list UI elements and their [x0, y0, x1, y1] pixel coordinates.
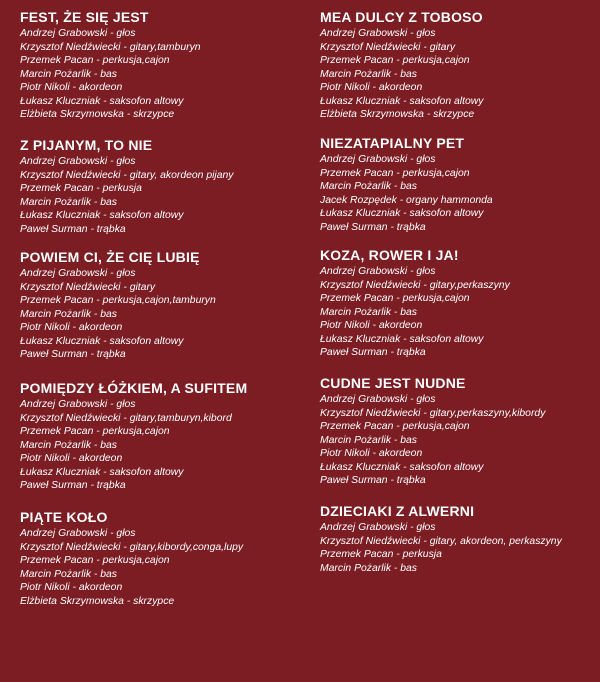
musician-line: Andrzej Grabowski - głos — [20, 268, 136, 279]
musician-line: Łukasz Kluczniak - saksofon altowy — [20, 466, 184, 478]
musician-line: Krzysztof Niedźwiecki - gitary, akordeon, perkaszyny — [320, 535, 562, 547]
musician-line: Andrzej Grabowski - głos — [320, 266, 436, 277]
musician-line: Krzysztof Niedźwiecki - gitary — [320, 41, 456, 53]
musician-line: Krzysztof Niedźwiecki - gitary,perkaszyny,kibordy — [320, 407, 546, 419]
musician-line: Marcin Pożarlik - bas — [320, 434, 418, 446]
musician-line: Marcin Pożarlik - bas — [320, 562, 418, 574]
musician-line: Paweł Surman - trąbka — [20, 480, 126, 491]
song-title: POMIĘDZY ŁÓŻKIEM, A SUFITEM — [20, 380, 248, 396]
musician-line: Krzysztof Niedźwiecki - gitary,tamburyn,kibord — [20, 412, 232, 424]
musician-line: Paweł Surman - trąbka — [320, 475, 426, 486]
musician-line: Piotr Nikoli - akordeon — [20, 582, 123, 593]
song-block — [320, 247, 510, 360]
musician-line: Marcin Pożarlik - bas — [20, 196, 118, 208]
musician-line: Piotr Nikoli - akordeon — [20, 82, 123, 93]
song-title: NIEZATAPIALNY PET — [320, 135, 465, 151]
song-block — [20, 9, 201, 122]
musician-line: Marcin Pożarlik - bas — [320, 306, 418, 318]
song-block — [20, 249, 216, 362]
musician-line: Andrzej Grabowski - głos — [320, 394, 436, 405]
musician-line: Łukasz Kluczniak - saksofon altowy — [20, 335, 184, 347]
musician-line: Elżbieta Skrzymowska - skrzypce — [20, 595, 175, 607]
musician-line: Paweł Surman - trąbka — [320, 221, 426, 233]
song-block — [320, 9, 483, 122]
musician-line: Przemek Pacan - perkusja — [320, 549, 442, 560]
musician-line: Łukasz Kluczniak - saksofon altowy — [320, 208, 484, 219]
musician-line: Przemek Pacan - perkusja,cajon — [20, 426, 170, 437]
musician-line: Marcin Pożarlik - bas — [20, 439, 118, 451]
musician-line: Marcin Pożarlik - bas — [20, 568, 118, 580]
song-title: POWIEM CI, ŻE CIĘ LUBIĘ — [20, 249, 200, 265]
musician-line: Łukasz Kluczniak - saksofon altowy — [320, 461, 484, 473]
song-title: Z PIJANYM, TO NIE — [20, 137, 153, 153]
musician-line: Łukasz Kluczniak - saksofon altowy — [320, 95, 484, 107]
song-block — [320, 375, 545, 488]
musician-line: Krzysztof Niedźwiecki - gitary — [20, 281, 156, 293]
musician-line: Elżbieta Skrzymowska - skrzypce — [320, 109, 475, 120]
musician-line: Przemek Pacan - perkusja,cajon — [320, 421, 470, 432]
musician-line: Elżbieta Skrzymowska - skrzypce — [20, 109, 175, 120]
song-block — [20, 137, 233, 236]
song-title: CUDNE JEST NUDNE — [320, 375, 466, 391]
song-title: PIĄTE KOŁO — [20, 509, 108, 525]
musician-line: Przemek Pacan - perkusja — [20, 183, 142, 194]
musician-line: Andrzej Grabowski - głos — [20, 28, 136, 39]
song-title: KOZA, ROWER I JA! — [320, 247, 459, 263]
musician-line: Przemek Pacan - perkusja,cajon — [320, 167, 470, 179]
musician-line: Przemek Pacan - perkusja,cajon — [20, 555, 170, 566]
musician-line: Krzysztof Niedźwiecki - gitary,perkaszyny — [320, 279, 510, 291]
song-title: MEA DULCY Z TOBOSO — [320, 9, 483, 25]
song-block — [320, 503, 562, 575]
musician-line: Marcin Pożarlik - bas — [320, 181, 418, 192]
musician-line: Łukasz Kluczniak - saksofon altowy — [20, 95, 184, 107]
musician-line: Marcin Pożarlik - bas — [20, 68, 118, 80]
musician-line: Marcin Pożarlik - bas — [20, 308, 118, 320]
musician-line: Piotr Nikoli - akordeon — [320, 320, 423, 331]
musician-line: Przemek Pacan - perkusja,cajon — [320, 293, 470, 304]
musician-line: Piotr Nikoli - akordeon — [20, 322, 123, 333]
musician-line: Łukasz Kluczniak - saksofon altowy — [320, 333, 484, 345]
musician-line: Paweł Surman - trąbka — [320, 347, 426, 358]
song-block — [320, 135, 493, 234]
musician-line: Krzysztof Niedźwiecki - gitary,tamburyn — [20, 41, 201, 53]
musician-line: Przemek Pacan - perkusja,cajon — [20, 55, 170, 66]
musician-line: Andrzej Grabowski - głos — [320, 154, 436, 165]
musician-line: Andrzej Grabowski - głos — [20, 399, 136, 410]
musician-line: Andrzej Grabowski - głos — [20, 156, 136, 167]
song-block — [20, 509, 243, 608]
musician-line: Paweł Surman - trąbka — [20, 349, 126, 360]
musician-line: Jacek Rozpędek - organy hammonda — [320, 194, 493, 206]
musician-line: Łukasz Kluczniak - saksofon altowy — [20, 210, 184, 221]
musician-line: Piotr Nikoli - akordeon — [20, 453, 123, 464]
song-title: DZIECIAKI Z ALWERNI — [320, 503, 475, 519]
musician-line: Przemek Pacan - perkusja,cajon — [320, 55, 470, 66]
musician-line: Andrzej Grabowski - głos — [20, 528, 136, 539]
musician-line: Piotr Nikoli - akordeon — [320, 448, 423, 459]
song-block — [20, 380, 247, 493]
musician-line: Piotr Nikoli - akordeon — [320, 82, 423, 93]
musician-line: Przemek Pacan - perkusja,cajon,tamburyn — [20, 295, 216, 306]
musician-line: Andrzej Grabowski - głos — [320, 28, 436, 39]
musician-line: Andrzej Grabowski - głos — [320, 522, 436, 533]
musician-line: Krzysztof Niedźwiecki - gitary,kibordy,conga,lupy — [20, 541, 244, 553]
musician-line: Marcin Pożarlik - bas — [320, 68, 418, 80]
musician-line: Krzysztof Niedźwiecki - gitary, akordeon pijany — [20, 169, 234, 181]
musician-line: Paweł Surman - trąbka — [20, 223, 126, 235]
song-title: FEST, ŻE SIĘ JEST — [20, 9, 149, 25]
